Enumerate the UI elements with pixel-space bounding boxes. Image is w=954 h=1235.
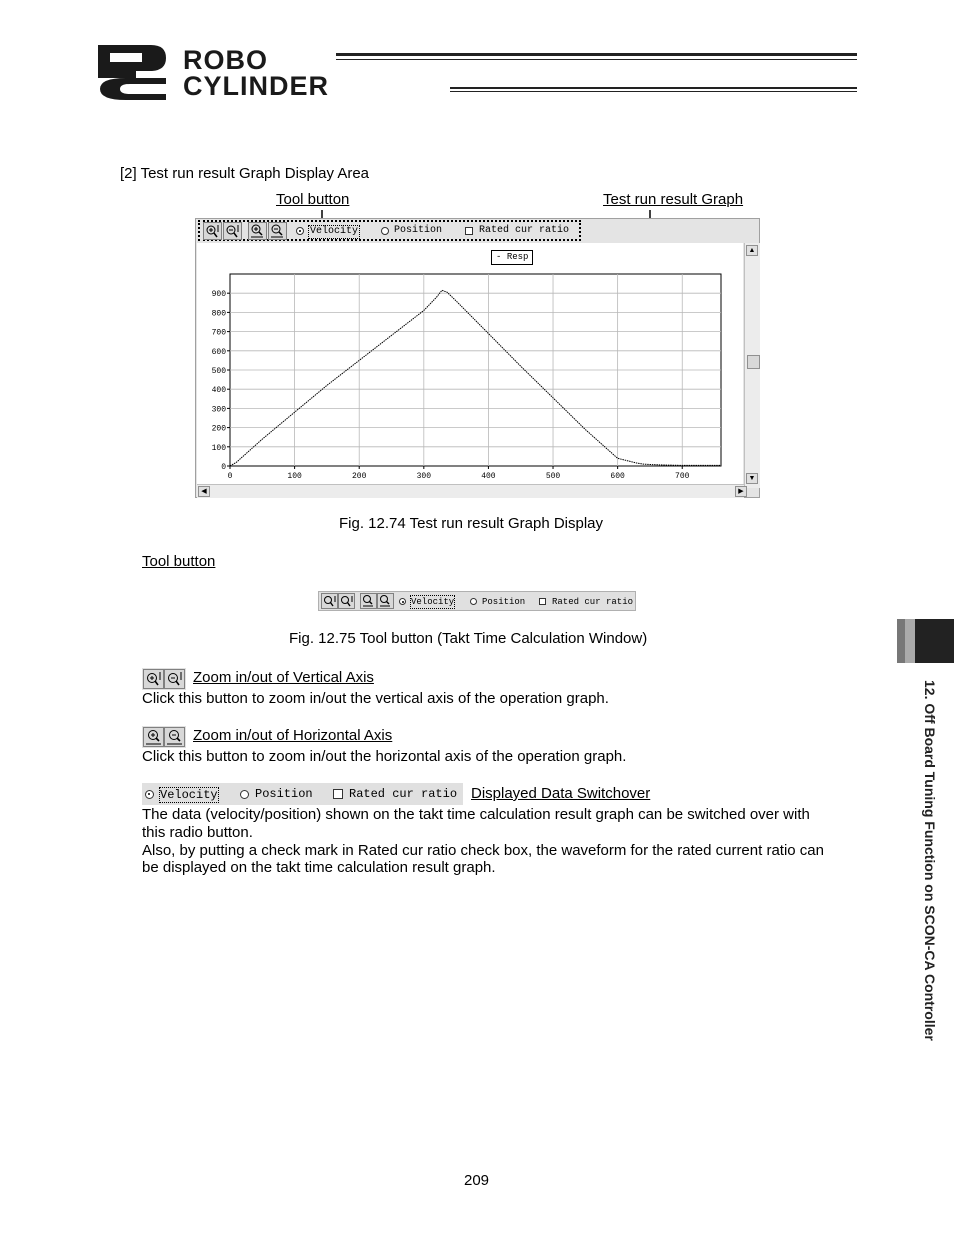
y-tick-label: 400 [211,386,226,396]
position-label: Position [394,225,443,236]
svg-text:CYLINDER: CYLINDER [183,71,330,101]
y-tick-label: 800 [211,309,226,319]
zoom-out-vertical-button-3[interactable] [164,669,185,689]
zoom-in-horizontal-icon [249,223,266,239]
position-label-2: Position [482,597,526,607]
x-tick-label: 500 [545,472,561,481]
header-rule-bottom [450,87,857,92]
item-switch-desc-3: Also, by putting a check mark in Rated cur ratio check box, the waveform for the rated current ratio can [142,842,824,859]
velocity-radio[interactable] [296,227,304,235]
scroll-up-button[interactable]: ▲ [746,245,758,256]
item-vertical-title: Zoom in/out of Vertical Axis [193,669,374,686]
y-tick-label: 500 [211,367,226,376]
x-tick-label: 700 [675,472,690,481]
svg-text:ROBO: ROBO [183,45,268,75]
velocity-label-3: Velocity [160,788,218,802]
zoom-out-horizontal-icon [165,728,184,746]
x-tick-label: 300 [416,472,432,481]
horizontal-zoom-buttons [142,726,186,748]
zoom-out-vertical-icon [339,594,354,608]
header-logo [96,42,441,102]
zoom-in-horizontal-button-3[interactable] [143,727,164,747]
zoom-in-vertical-button-2[interactable] [321,593,338,609]
plot-area [197,243,743,488]
zoom-in-horizontal-icon [144,728,163,746]
zoom-out-horizontal-button[interactable] [268,222,287,240]
tool-button-heading: Tool button [142,553,216,570]
y-tick-label: 100 [211,443,226,453]
item-switch-desc-1: The data (velocity/position) shown on the takt time calculation result graph can be switched over with [142,806,810,823]
zoom-out-vertical-button-2[interactable] [338,593,355,609]
tool-button-toolbar [318,591,636,611]
y-tick-label: 700 [211,328,226,338]
y-tick-label: 0 [221,463,226,472]
side-chapter-text: 12. Off Board Tuning Function on SCON-CA Controller [922,680,938,1041]
fig-12-74-caption: Fig. 12.74 Test run result Graph Display [339,515,604,532]
velocity-radio-2[interactable] [399,598,406,605]
rated-cur-ratio-checkbox[interactable] [465,227,473,235]
zoom-in-vertical-icon [204,223,221,239]
position-radio[interactable] [381,227,389,235]
callout-test-run-graph: Test run result Graph [603,191,744,208]
x-tick-label: 100 [287,472,302,481]
y-tick-label: 200 [211,424,226,434]
horizontal-scrollbar[interactable] [197,484,744,498]
y-tick-label: 600 [211,347,226,357]
item-horizontal-desc: Click this button to zoom in/out the horizontal axis of the operation graph. [142,748,627,765]
callout-tool-button: Tool button [276,191,350,208]
position-label-3: Position [255,787,313,801]
zoom-in-vertical-icon [144,670,163,688]
side-chapter-title [919,680,941,1080]
vertical-scroll-thumb[interactable] [747,355,760,369]
rated-cur-ratio-label-2: Rated cur ratio [552,597,634,607]
zoom-out-horizontal-icon [269,223,286,239]
rated-cur-ratio-checkbox-2[interactable] [539,598,546,605]
zoom-out-horizontal-button-2[interactable] [377,593,394,609]
zoom-in-horizontal-button[interactable] [248,222,267,240]
zoom-out-vertical-icon [224,223,241,239]
x-tick-label: 400 [481,472,496,481]
robo-cylinder-logo [96,42,441,102]
data-switch-options [142,783,463,805]
rated-cur-ratio-label-3: Rated cur ratio [349,787,458,801]
scroll-left-button[interactable]: ◀ [198,486,210,497]
zoom-out-horizontal-button-3[interactable] [164,727,185,747]
zoom-in-vertical-button[interactable] [203,222,222,240]
scroll-down-button[interactable]: ▼ [746,473,758,484]
rated-cur-ratio-checkbox-3[interactable] [333,789,343,799]
velocity-radio-3[interactable] [145,790,154,799]
zoom-out-vertical-button[interactable] [223,222,242,240]
x-tick-label: 600 [610,472,625,481]
item-switch-desc-2: this radio button. [142,824,253,841]
vertical-scrollbar[interactable] [744,243,760,488]
chapter-tab-marker [897,619,954,663]
page-number: 209 [464,1172,490,1189]
velocity-label: Velocity [310,226,359,237]
section-title: [2] Test run result Graph Display Area [120,165,370,182]
fig-12-75-caption: Fig. 12.75 Tool button (Takt Time Calculation Window) [289,630,648,647]
position-radio-2[interactable] [470,598,477,605]
y-tick-label: 300 [211,405,226,415]
zoom-in-horizontal-icon [361,594,376,608]
item-switch-title: Displayed Data Switchover [471,785,651,802]
scroll-right-button[interactable]: ▶ [735,486,747,497]
rated-cur-ratio-label: Rated cur ratio [479,225,570,236]
legend-label: Resp [506,252,529,262]
graph-window [195,218,760,498]
zoom-out-horizontal-icon [378,594,393,608]
item-horizontal-title: Zoom in/out of Horizontal Axis [193,727,393,744]
x-tick-label: 200 [352,472,367,481]
legend-resp [491,250,533,265]
zoom-in-vertical-icon [322,594,337,608]
graph-toolbar [196,219,759,243]
y-tick-label: 900 [211,290,226,300]
zoom-out-vertical-icon [165,670,184,688]
vertical-zoom-buttons [142,668,186,690]
legend-line: - [496,252,507,262]
header-rule-top [336,53,857,60]
position-radio-3[interactable] [240,790,249,799]
item-switch-desc-4: be displayed on the takt time calculation result graph. [142,859,496,876]
zoom-in-horizontal-button-2[interactable] [360,593,377,609]
x-tick-label: 0 [227,472,233,481]
zoom-in-vertical-button-3[interactable] [143,669,164,689]
item-vertical-desc: Click this button to zoom in/out the vertical axis of the operation graph. [142,690,609,707]
velocity-label-2: Velocity [411,597,455,607]
velocity-chart [197,243,743,488]
